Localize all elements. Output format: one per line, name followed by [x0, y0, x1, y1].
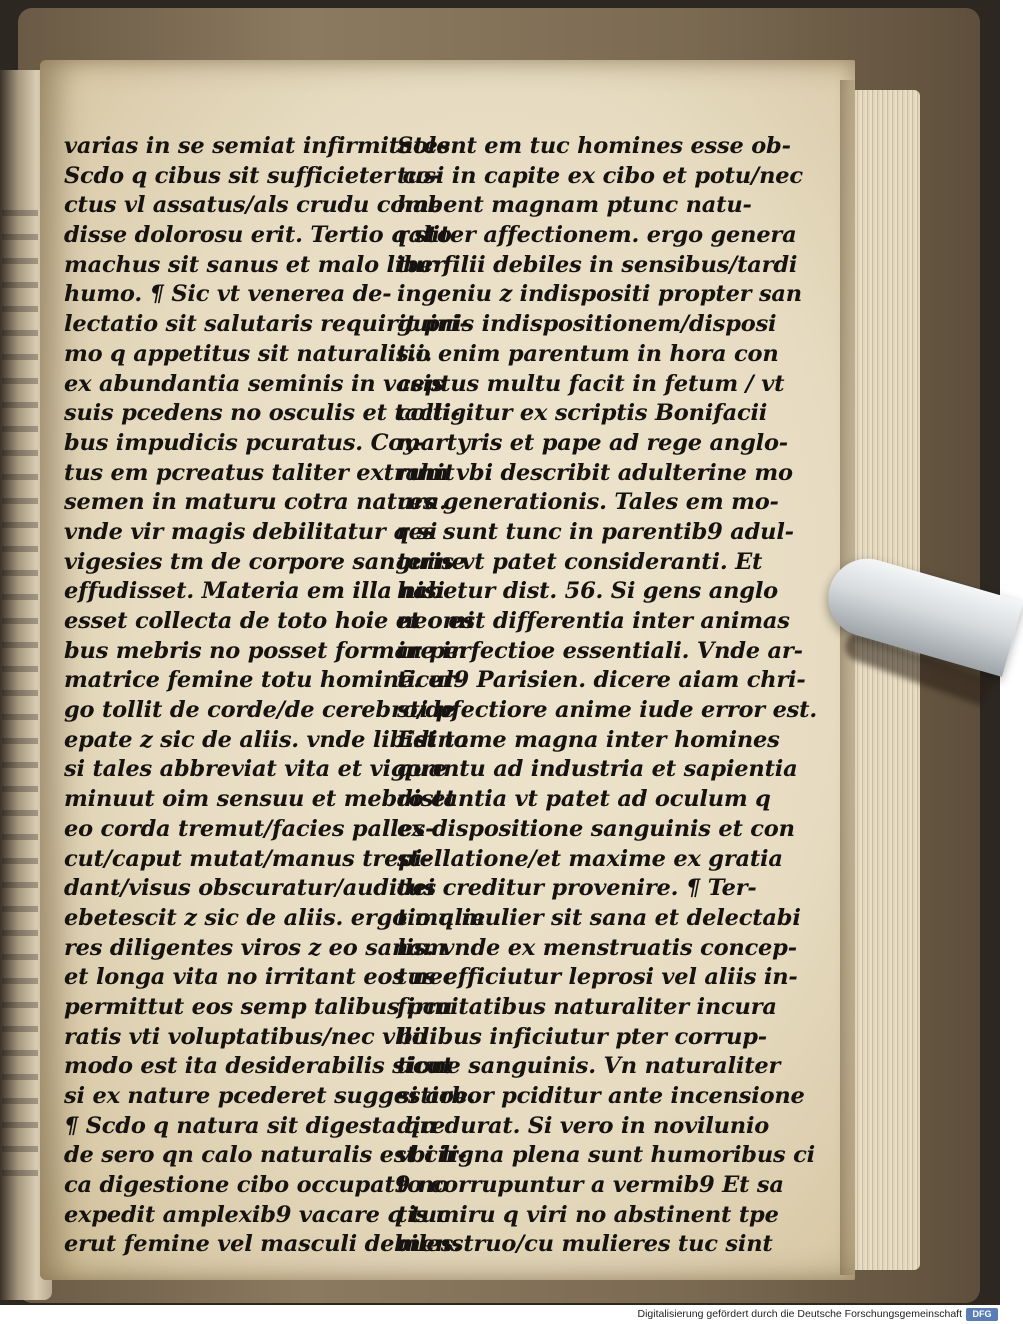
text-line: de sero qn calo naturalis est cir-	[64, 1142, 467, 1169]
text-line: rum vbi describit adulterine mo	[397, 459, 793, 486]
text-line: bus impudicis pcuratus. Coy-	[64, 429, 426, 456]
text-line: ebetescit z sic de aliis. ergo mulie	[64, 904, 486, 931]
text-line: distantia vt patet ad oculum q	[397, 786, 771, 813]
text-line: res generationis. Tales em mo-	[397, 489, 779, 516]
text-line: go tollit de corde/de cerebro/de	[64, 697, 456, 724]
text-line: ex dispositione sanguinis et con	[397, 815, 795, 842]
text-line: dant/visus obscuratur/auditus	[64, 875, 436, 902]
text-line: tusi in capite ex cibo et potu/nec	[397, 162, 803, 189]
text-line: machus sit sanus et malo liber	[64, 251, 445, 278]
text-line: Solent em tuc homines esse ob-	[397, 133, 791, 159]
text-line: eo corda tremut/facies palles-	[64, 815, 435, 842]
dfg-logo: DFG	[966, 1308, 998, 1321]
text-line: res diligentes viros z eo sanam	[64, 934, 447, 961]
text-line: varias in se semiat infirmitates.	[64, 133, 458, 159]
text-line: minuut oim sensuu et mebro et	[64, 786, 456, 813]
text-line: firmitatibus naturaliter incura	[397, 993, 777, 1020]
text-line: mo q appetitus sit naturalis.i.	[64, 340, 433, 367]
text-line: esset collecta de toto hoie et omi	[64, 608, 475, 634]
text-line: guinis indispositionem/disposi	[397, 311, 777, 338]
text-line: matrice femine totu hominē. er-	[64, 667, 464, 694]
text-line: Scdo q cibus sit sufficieter co-	[64, 162, 440, 189]
left-text-column	[64, 132, 486, 1260]
text-line: stellatione/et maxime ex gratia	[397, 845, 783, 872]
text-line: si arbor pciditur ante incensione	[397, 1083, 805, 1109]
text-line: tis miru q viri no abstinent tpe	[397, 1201, 779, 1228]
text-line: bus mebris no posset formare in	[64, 637, 467, 664]
text-line: ctus vl assatus/als crudu come	[64, 192, 443, 219]
page-edge-shadow	[840, 80, 858, 1275]
text-line: nec est differentia inter animas	[397, 608, 790, 634]
text-line: vigesies tm de corpore sanguine	[64, 548, 466, 575]
text-line: effudisset. Materia em illa nisi	[64, 578, 445, 605]
text-line: si tales abbreviat vita et vigore	[64, 756, 447, 783]
text-line: tus em pcreatus taliter extrahit	[64, 459, 455, 486]
text-line: tur filii debiles in sensibus/tardi	[397, 251, 798, 278]
text-line: disse dolorosu erit. Tertio q sto	[64, 222, 452, 249]
text-line: vnde vir magis debilitatur q si	[64, 518, 438, 545]
text-line: humo. ¶ Sic vt venerea de-	[64, 281, 392, 308]
text-line: ratis vti voluptatibus/nec vllo	[64, 1023, 427, 1050]
text-line: ingeniu z indispositi propter san	[397, 281, 802, 308]
text-line: res sunt tunc in parentib9 adul-	[397, 518, 794, 545]
text-line: permittut eos semp talibus pcu	[64, 993, 453, 1020]
text-line: martyris et pape ad rege anglo-	[397, 429, 788, 456]
text-line: ¶ Scdo q natura sit digesta qre	[64, 1112, 446, 1139]
text-line: ticul9 Parisien. dicere aiam chri-	[397, 667, 806, 694]
text-line: habent magnam ptunc natu-	[397, 192, 752, 219]
text-line: lis. vnde ex menstruatis concep-	[397, 934, 797, 961]
text-line: menstruo/cu mulieres tuc sint	[397, 1231, 773, 1258]
text-line: vbi ligna plena sunt humoribus ci	[397, 1142, 815, 1169]
text-line: epate z sic de aliis. vnde libidino	[64, 726, 469, 753]
text-line: erut femine vel masculi debiles.	[64, 1231, 461, 1258]
right-text-column	[397, 132, 817, 1260]
text-line: modo est ita desiderabilis sicut	[64, 1053, 453, 1080]
text-line: suis pcedens no osculis et tacti-	[64, 400, 461, 427]
text-line: expedit amplexib9 vacare q tuc	[64, 1201, 451, 1228]
text-line: si ex nature pcederet suggestioe.	[64, 1083, 476, 1109]
text-line: ca digestione cibo occupat9 no	[64, 1172, 449, 1199]
text-line: dei creditur provenire. ¶ Ter-	[397, 875, 757, 902]
text-line: ex abundantia seminis in vasis	[64, 370, 444, 397]
text-line: teris vt patet consideranti. Et	[397, 548, 763, 575]
text-line: tus efficiutur leprosi vel aliis in-	[397, 964, 798, 991]
text-line: cut/caput mutat/manus trepi-	[64, 845, 432, 872]
text-line: habetur dist. 56. Si gens anglo	[397, 578, 778, 605]
text-line: diu durat. Si vero in novilunio	[397, 1112, 770, 1139]
text-line: sti pfectiore anime iude error est.	[397, 697, 817, 724]
text-line: in perfectioe essentiali. Vnde ar-	[397, 637, 803, 664]
text-line: semen in maturu cotra natura.	[64, 489, 447, 516]
text-line: tio enim parentum in hora con	[397, 340, 779, 367]
text-line: quantu ad industria et sapientia	[397, 756, 798, 783]
text-line: tione sanguinis. Vn naturaliter	[397, 1053, 781, 1080]
text-line: to corrupuntur a vermib9 Et sa	[397, 1172, 784, 1199]
left-page-text-fragment	[2, 210, 38, 1190]
text-line: colligitur ex scriptis Bonifacii	[397, 400, 768, 427]
text-line: tio q mulier sit sana et delectabi	[397, 904, 801, 931]
funding-credit: Digitalisierung gefördert durch die Deutsche Forschungsgemeinschaft	[637, 1308, 962, 1320]
text-line: Est tame magna inter homines	[397, 726, 780, 753]
footer-bar	[0, 1305, 1000, 1324]
text-line: ceptus multu facit in fetum / vt	[397, 370, 785, 397]
text-line: lectatio sit salutaris requirit pri-	[64, 311, 469, 338]
text-line: raliter affectionem. ergo genera	[397, 222, 797, 249]
text-line: bilibus inficiutur pter corrup-	[397, 1023, 767, 1050]
text-line: et longa vita no irritant eos nec	[64, 964, 457, 991]
